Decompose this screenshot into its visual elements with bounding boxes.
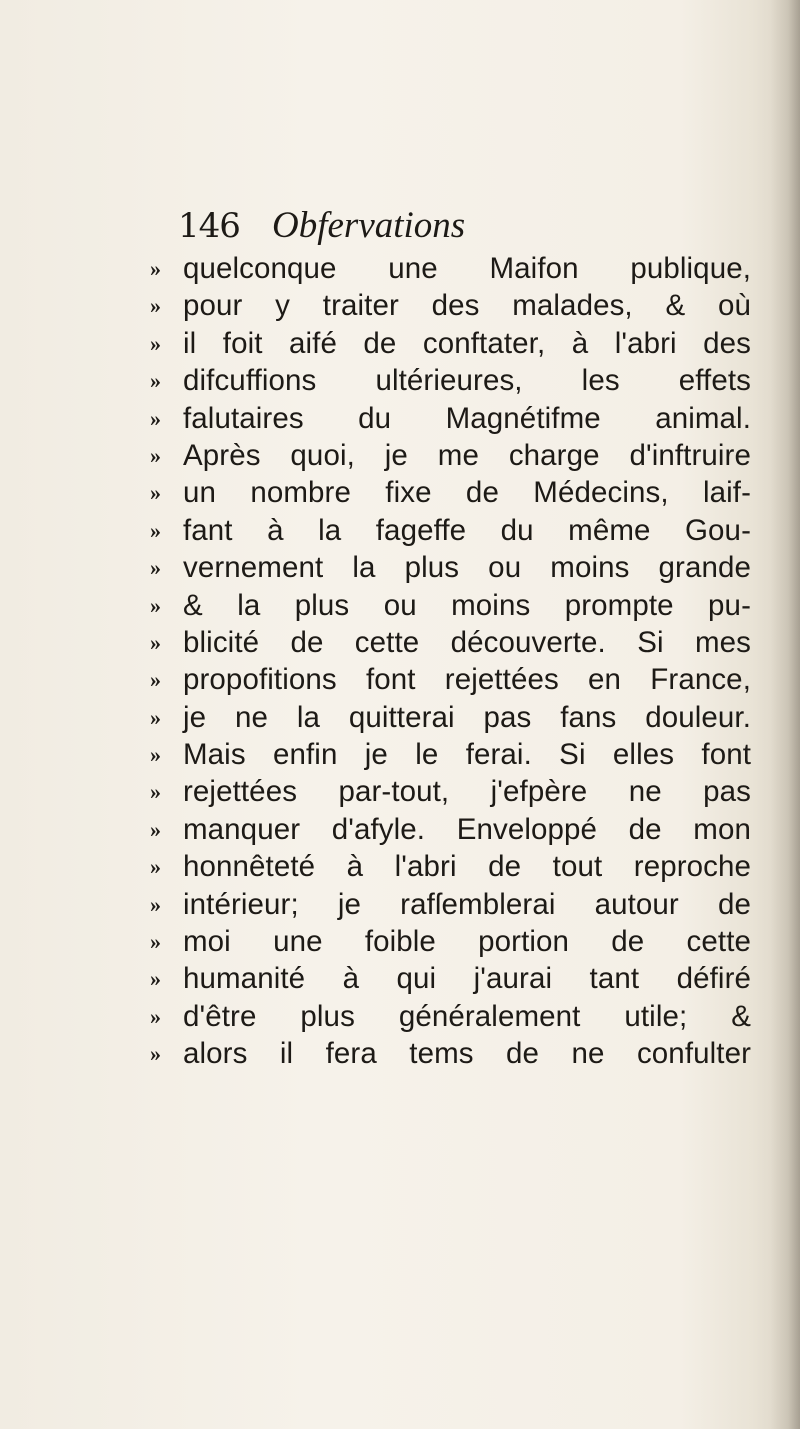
text-line xyxy=(150,811,750,848)
text-line xyxy=(150,923,750,960)
line-text: intérieur; je rafſemblerai autour de xyxy=(183,887,751,921)
quote-mark: » xyxy=(150,555,158,581)
quote-mark: » xyxy=(150,779,158,805)
page-number: 146 xyxy=(178,206,240,246)
text-line xyxy=(150,287,750,324)
quote-mark: » xyxy=(150,405,158,431)
line-text: alors il fera tems de ne confulter xyxy=(183,1037,751,1071)
quote-mark: » xyxy=(150,517,158,543)
text-line xyxy=(150,661,750,698)
text-line xyxy=(150,512,750,549)
text-line xyxy=(150,325,750,362)
text-line xyxy=(150,960,750,997)
text-line xyxy=(150,998,750,1035)
line-text: d'être plus généralement utile; & xyxy=(183,999,751,1033)
quote-mark: » xyxy=(150,442,158,468)
text-line xyxy=(150,736,750,773)
quote-mark: » xyxy=(150,629,158,655)
line-text: humanité à qui j'aurai tant défiré xyxy=(183,962,751,996)
line-text: Après quoi, je me charge d'inftruire xyxy=(183,438,751,472)
quote-mark: » xyxy=(150,293,158,319)
quote-mark: » xyxy=(150,816,158,842)
line-text: Mais enfin je le ferai. Si elles font xyxy=(183,738,751,772)
quote-mark: » xyxy=(150,929,158,955)
quote-mark: » xyxy=(150,891,158,917)
quote-mark: » xyxy=(150,256,158,281)
quote-mark: » xyxy=(150,592,158,618)
quote-mark: » xyxy=(150,368,158,394)
quote-mark: » xyxy=(150,667,158,693)
quote-mark: » xyxy=(150,704,158,730)
quote-mark: » xyxy=(150,1041,158,1067)
body-text xyxy=(150,250,750,1073)
line-text: rejettées par-tout, j'efpère ne pas xyxy=(183,775,751,809)
line-text: vernement la plus ou moins grande xyxy=(183,551,751,585)
line-text: quelconque une Maifon publique, xyxy=(183,252,751,285)
quote-mark: » xyxy=(150,854,158,880)
page-edge-shadow xyxy=(770,0,800,1429)
line-text: manquer d'afyle. Enveloppé de mon xyxy=(183,812,751,846)
line-text: honnêteté à l'abri de tout reproche xyxy=(183,850,751,884)
text-line xyxy=(150,886,750,923)
text-line xyxy=(150,848,750,885)
line-text: propofitions font rejettées en France, xyxy=(183,663,751,697)
quote-mark: » xyxy=(150,742,158,768)
line-text: & la plus ou moins prompte pu- xyxy=(183,588,751,622)
line-text: falutaires du Magnétifme animal. xyxy=(183,401,751,435)
quote-mark: » xyxy=(150,966,158,992)
text-line xyxy=(150,624,750,661)
line-text: pour y traiter des malades, & où xyxy=(183,289,751,323)
line-text: un nombre fixe de Médecins, laif- xyxy=(183,476,751,510)
text-line xyxy=(150,362,750,399)
running-title: Obfervations xyxy=(272,205,466,246)
line-text: blicité de cette découverte. Si mes xyxy=(183,625,751,659)
line-text: moi une foible portion de cette xyxy=(183,925,751,959)
text-line xyxy=(150,400,750,437)
text-line xyxy=(150,437,750,474)
line-text: fant à la fageffe du même Gou- xyxy=(183,513,751,547)
text-line xyxy=(150,587,750,624)
text-line xyxy=(150,549,750,586)
quote-mark: » xyxy=(150,1003,158,1029)
quote-mark: » xyxy=(150,330,158,356)
line-text: il foit aifé de conftater, à l'abri des xyxy=(183,326,751,360)
line-text: je ne la quitterai pas fans douleur. xyxy=(183,700,751,734)
line-text: difcuffions ultérieures, les effets xyxy=(183,364,751,398)
text-line xyxy=(150,699,750,736)
text-line xyxy=(150,1035,750,1072)
text-line xyxy=(150,474,750,511)
text-line xyxy=(150,773,750,810)
quote-mark: » xyxy=(150,480,158,506)
text-line xyxy=(150,250,750,287)
